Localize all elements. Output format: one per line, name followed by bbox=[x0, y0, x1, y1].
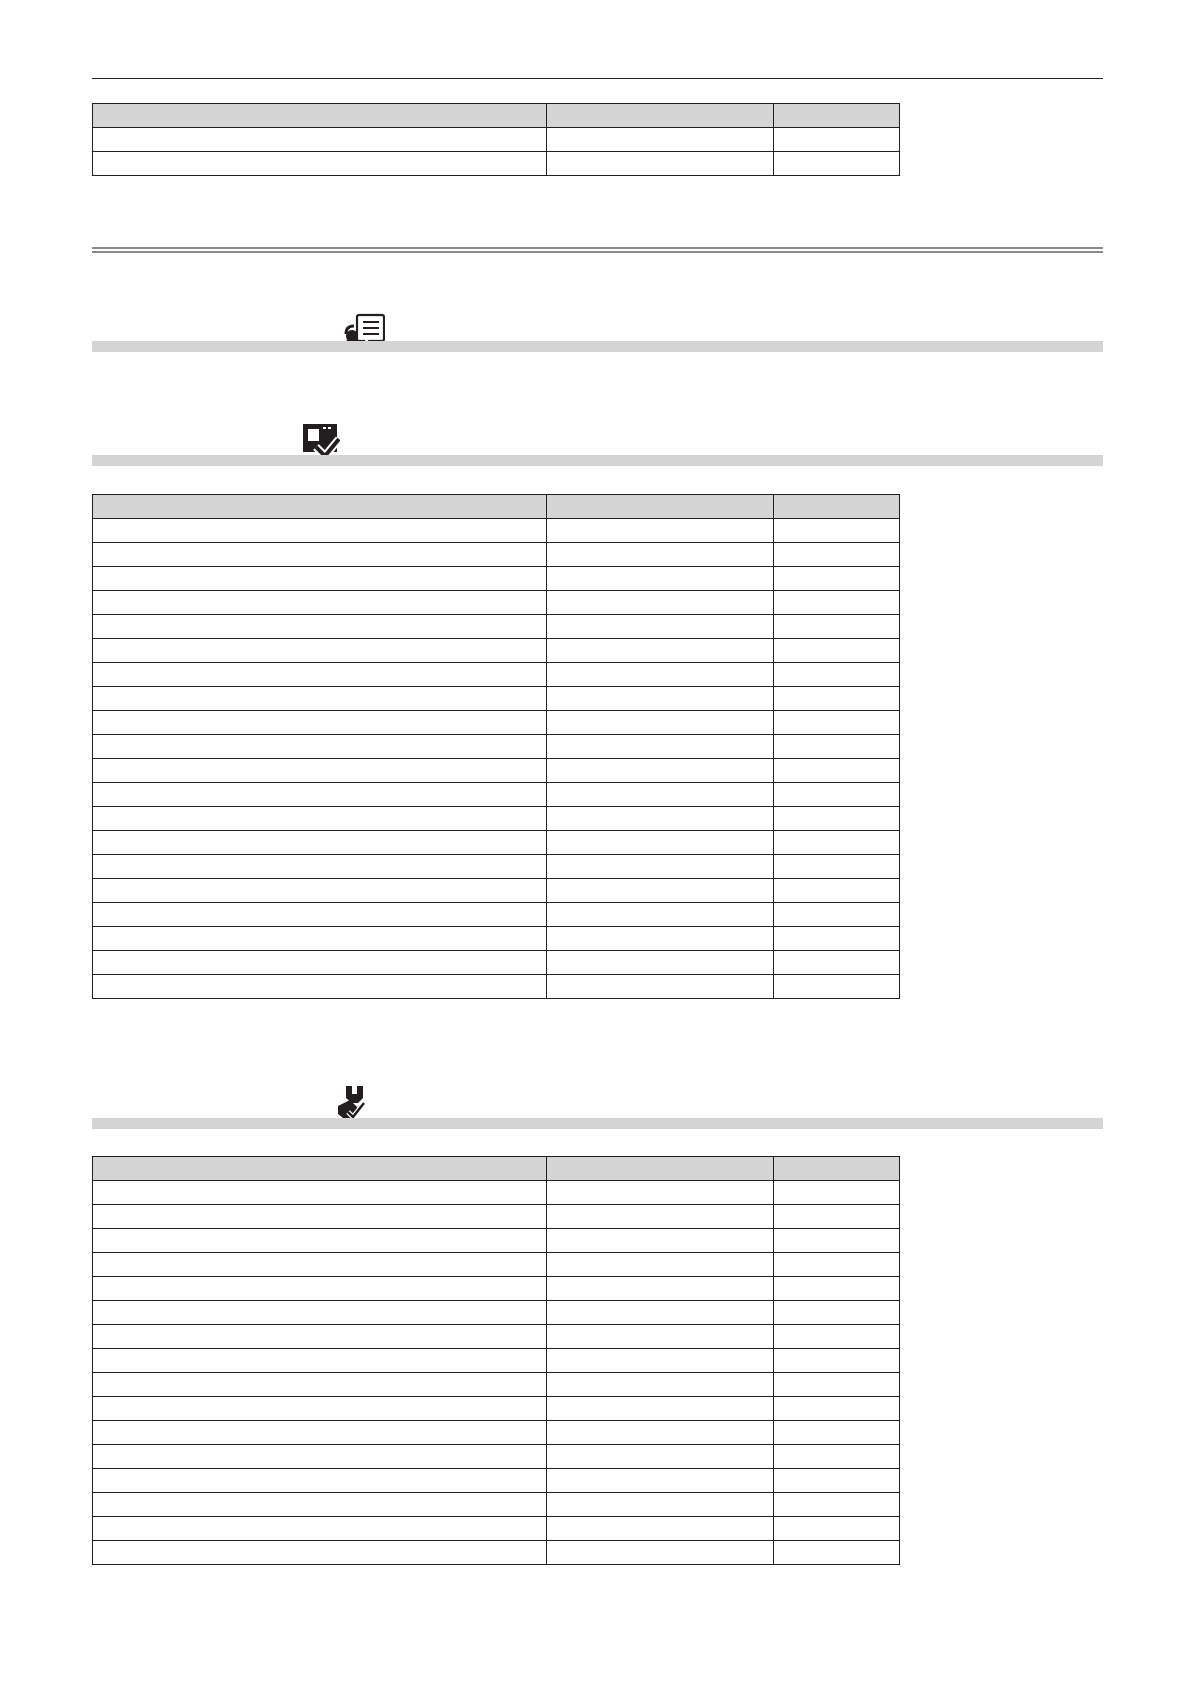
table-header-row bbox=[93, 104, 900, 128]
table-cell-3 bbox=[774, 1397, 900, 1421]
table-cell-3 bbox=[774, 1205, 900, 1229]
table-cell-3 bbox=[774, 519, 900, 543]
table-row bbox=[93, 1205, 900, 1229]
table-cell-3 bbox=[774, 711, 900, 735]
table-top bbox=[92, 103, 900, 176]
header-cell-2 bbox=[547, 104, 774, 128]
table-row bbox=[93, 975, 900, 999]
table-cell-2 bbox=[547, 759, 774, 783]
chapter-divider bbox=[92, 247, 1103, 253]
table-cell-2 bbox=[547, 128, 774, 152]
table-row bbox=[93, 1277, 900, 1301]
table-row bbox=[93, 735, 900, 759]
table-cell-3 bbox=[774, 831, 900, 855]
table-cell-1 bbox=[93, 1445, 547, 1469]
table-row bbox=[93, 1421, 900, 1445]
table-cell-3 bbox=[774, 903, 900, 927]
table-cell-1 bbox=[93, 1325, 547, 1349]
table-cell-1 bbox=[93, 1373, 547, 1397]
table-row bbox=[93, 1493, 900, 1517]
table-row bbox=[93, 1517, 900, 1541]
table-cell-3 bbox=[774, 1325, 900, 1349]
table-cell-3 bbox=[774, 1373, 900, 1397]
table-cell-2 bbox=[547, 1277, 774, 1301]
table-cell-2 bbox=[547, 687, 774, 711]
table-cell-2 bbox=[547, 567, 774, 591]
table-cell-2 bbox=[547, 152, 774, 176]
table-cell-1 bbox=[93, 1181, 547, 1205]
table-cell-1 bbox=[93, 783, 547, 807]
section-bar-1 bbox=[92, 341, 1103, 352]
table-cell-3 bbox=[774, 759, 900, 783]
table-cell-2 bbox=[547, 879, 774, 903]
table-row bbox=[93, 519, 900, 543]
table-cell-1 bbox=[93, 519, 547, 543]
table-row bbox=[93, 663, 900, 687]
table-cell-3 bbox=[774, 152, 900, 176]
header-cell-3 bbox=[774, 104, 900, 128]
table-cell-3 bbox=[774, 855, 900, 879]
table-row bbox=[93, 831, 900, 855]
table-cell-2 bbox=[547, 1397, 774, 1421]
table-cell-1 bbox=[93, 1349, 547, 1373]
table-cell-1 bbox=[93, 1205, 547, 1229]
table-header-row bbox=[93, 1157, 900, 1181]
table-cell-2 bbox=[547, 783, 774, 807]
header-cell-3 bbox=[774, 1157, 900, 1181]
table-cell-1 bbox=[93, 927, 547, 951]
table-cell-3 bbox=[774, 663, 900, 687]
table-cell-2 bbox=[547, 903, 774, 927]
table-cell-1 bbox=[93, 951, 547, 975]
table-cell-1 bbox=[93, 1541, 547, 1565]
table-row bbox=[93, 687, 900, 711]
table-cell-1 bbox=[93, 879, 547, 903]
header-cell-1 bbox=[93, 104, 547, 128]
table-cell-3 bbox=[774, 735, 900, 759]
table-row bbox=[93, 1325, 900, 1349]
table-cell-3 bbox=[774, 543, 900, 567]
table-cell-3 bbox=[774, 927, 900, 951]
table-cell-1 bbox=[93, 1301, 547, 1325]
table-cell-2 bbox=[547, 735, 774, 759]
table-cell-1 bbox=[93, 855, 547, 879]
table-cell-1 bbox=[93, 128, 547, 152]
table-row bbox=[93, 128, 900, 152]
table-cell-1 bbox=[93, 711, 547, 735]
table-cell-2 bbox=[547, 951, 774, 975]
table-cell-3 bbox=[774, 783, 900, 807]
table-cell-2 bbox=[547, 615, 774, 639]
table-cell-3 bbox=[774, 687, 900, 711]
table-cell-1 bbox=[93, 1229, 547, 1253]
table-row bbox=[93, 1397, 900, 1421]
page-header-rule bbox=[92, 78, 1103, 79]
table-row bbox=[93, 927, 900, 951]
table-cell-2 bbox=[547, 1493, 774, 1517]
header-cell-1 bbox=[93, 495, 547, 519]
table-row bbox=[93, 543, 900, 567]
table-cell-3 bbox=[774, 1541, 900, 1565]
header-cell-2 bbox=[547, 1157, 774, 1181]
header-cell-2 bbox=[547, 495, 774, 519]
table-cell-2 bbox=[547, 855, 774, 879]
table-row bbox=[93, 1469, 900, 1493]
table-cell-2 bbox=[547, 1469, 774, 1493]
table-row bbox=[93, 711, 900, 735]
table-row bbox=[93, 1229, 900, 1253]
table-cell-1 bbox=[93, 831, 547, 855]
table-cell-2 bbox=[547, 1421, 774, 1445]
table-cell-3 bbox=[774, 1421, 900, 1445]
table-row bbox=[93, 951, 900, 975]
table-cell-1 bbox=[93, 1421, 547, 1445]
header-cell-3 bbox=[774, 495, 900, 519]
table-cell-3 bbox=[774, 1469, 900, 1493]
table-cell-2 bbox=[547, 1517, 774, 1541]
table-cell-1 bbox=[93, 615, 547, 639]
table-cell-1 bbox=[93, 591, 547, 615]
table-cell-1 bbox=[93, 1517, 547, 1541]
table-cell-2 bbox=[547, 1181, 774, 1205]
table-cell-1 bbox=[93, 639, 547, 663]
table-cell-1 bbox=[93, 1397, 547, 1421]
table-cell-1 bbox=[93, 735, 547, 759]
table-row bbox=[93, 783, 900, 807]
table-cell-3 bbox=[774, 1181, 900, 1205]
table-row bbox=[93, 1373, 900, 1397]
table-cell-3 bbox=[774, 951, 900, 975]
table-cell-1 bbox=[93, 1253, 547, 1277]
table-cell-1 bbox=[93, 975, 547, 999]
table-cell-2 bbox=[547, 1325, 774, 1349]
table-row bbox=[93, 591, 900, 615]
table-cell-3 bbox=[774, 1301, 900, 1325]
section-bar-2 bbox=[92, 455, 1103, 466]
table-cell-3 bbox=[774, 1517, 900, 1541]
table-cell-2 bbox=[547, 1349, 774, 1373]
table-cell-3 bbox=[774, 1445, 900, 1469]
section-bar-3 bbox=[92, 1118, 1103, 1129]
table-cell-3 bbox=[774, 591, 900, 615]
table-row bbox=[93, 152, 900, 176]
table-cell-2 bbox=[547, 1205, 774, 1229]
table-cell-2 bbox=[547, 1373, 774, 1397]
table-cell-1 bbox=[93, 1277, 547, 1301]
table-cell-2 bbox=[547, 711, 774, 735]
table-cell-1 bbox=[93, 1493, 547, 1517]
table-cell-1 bbox=[93, 687, 547, 711]
table-cell-1 bbox=[93, 1469, 547, 1493]
table-cell-2 bbox=[547, 1301, 774, 1325]
table-cell-2 bbox=[547, 1229, 774, 1253]
table-cell-2 bbox=[547, 1541, 774, 1565]
table-cell-2 bbox=[547, 519, 774, 543]
table-row bbox=[93, 759, 900, 783]
table-row bbox=[93, 639, 900, 663]
table-cell-3 bbox=[774, 1493, 900, 1517]
table-cell-1 bbox=[93, 903, 547, 927]
table-cell-1 bbox=[93, 807, 547, 831]
table-cell-3 bbox=[774, 1229, 900, 1253]
table-cell-3 bbox=[774, 1253, 900, 1277]
table-row bbox=[93, 567, 900, 591]
table-cell-1 bbox=[93, 152, 547, 176]
table-row bbox=[93, 807, 900, 831]
table-row bbox=[93, 879, 900, 903]
table-cell-2 bbox=[547, 1253, 774, 1277]
table-middle bbox=[92, 494, 900, 999]
table-cell-2 bbox=[547, 927, 774, 951]
table-cell-2 bbox=[547, 807, 774, 831]
table-cell-2 bbox=[547, 639, 774, 663]
table-row bbox=[93, 903, 900, 927]
table-header-row bbox=[93, 495, 900, 519]
table-cell-3 bbox=[774, 639, 900, 663]
table-row bbox=[93, 1181, 900, 1205]
table-row bbox=[93, 855, 900, 879]
table-bottom bbox=[92, 1156, 900, 1565]
table-cell-2 bbox=[547, 975, 774, 999]
table-row bbox=[93, 1253, 900, 1277]
table-row bbox=[93, 615, 900, 639]
table-row bbox=[93, 1541, 900, 1565]
table-cell-2 bbox=[547, 1445, 774, 1469]
table-cell-2 bbox=[547, 543, 774, 567]
table-cell-3 bbox=[774, 128, 900, 152]
table-cell-3 bbox=[774, 807, 900, 831]
table-cell-3 bbox=[774, 1349, 900, 1373]
table-cell-3 bbox=[774, 1277, 900, 1301]
table-cell-1 bbox=[93, 759, 547, 783]
table-cell-3 bbox=[774, 567, 900, 591]
table-cell-3 bbox=[774, 879, 900, 903]
table-cell-2 bbox=[547, 663, 774, 687]
table-cell-1 bbox=[93, 543, 547, 567]
table-row bbox=[93, 1301, 900, 1325]
table-cell-1 bbox=[93, 663, 547, 687]
table-row bbox=[93, 1445, 900, 1469]
table-cell-3 bbox=[774, 615, 900, 639]
table-cell-3 bbox=[774, 975, 900, 999]
table-cell-2 bbox=[547, 831, 774, 855]
table-row bbox=[93, 1349, 900, 1373]
table-cell-1 bbox=[93, 567, 547, 591]
table-cell-2 bbox=[547, 591, 774, 615]
header-cell-1 bbox=[93, 1157, 547, 1181]
